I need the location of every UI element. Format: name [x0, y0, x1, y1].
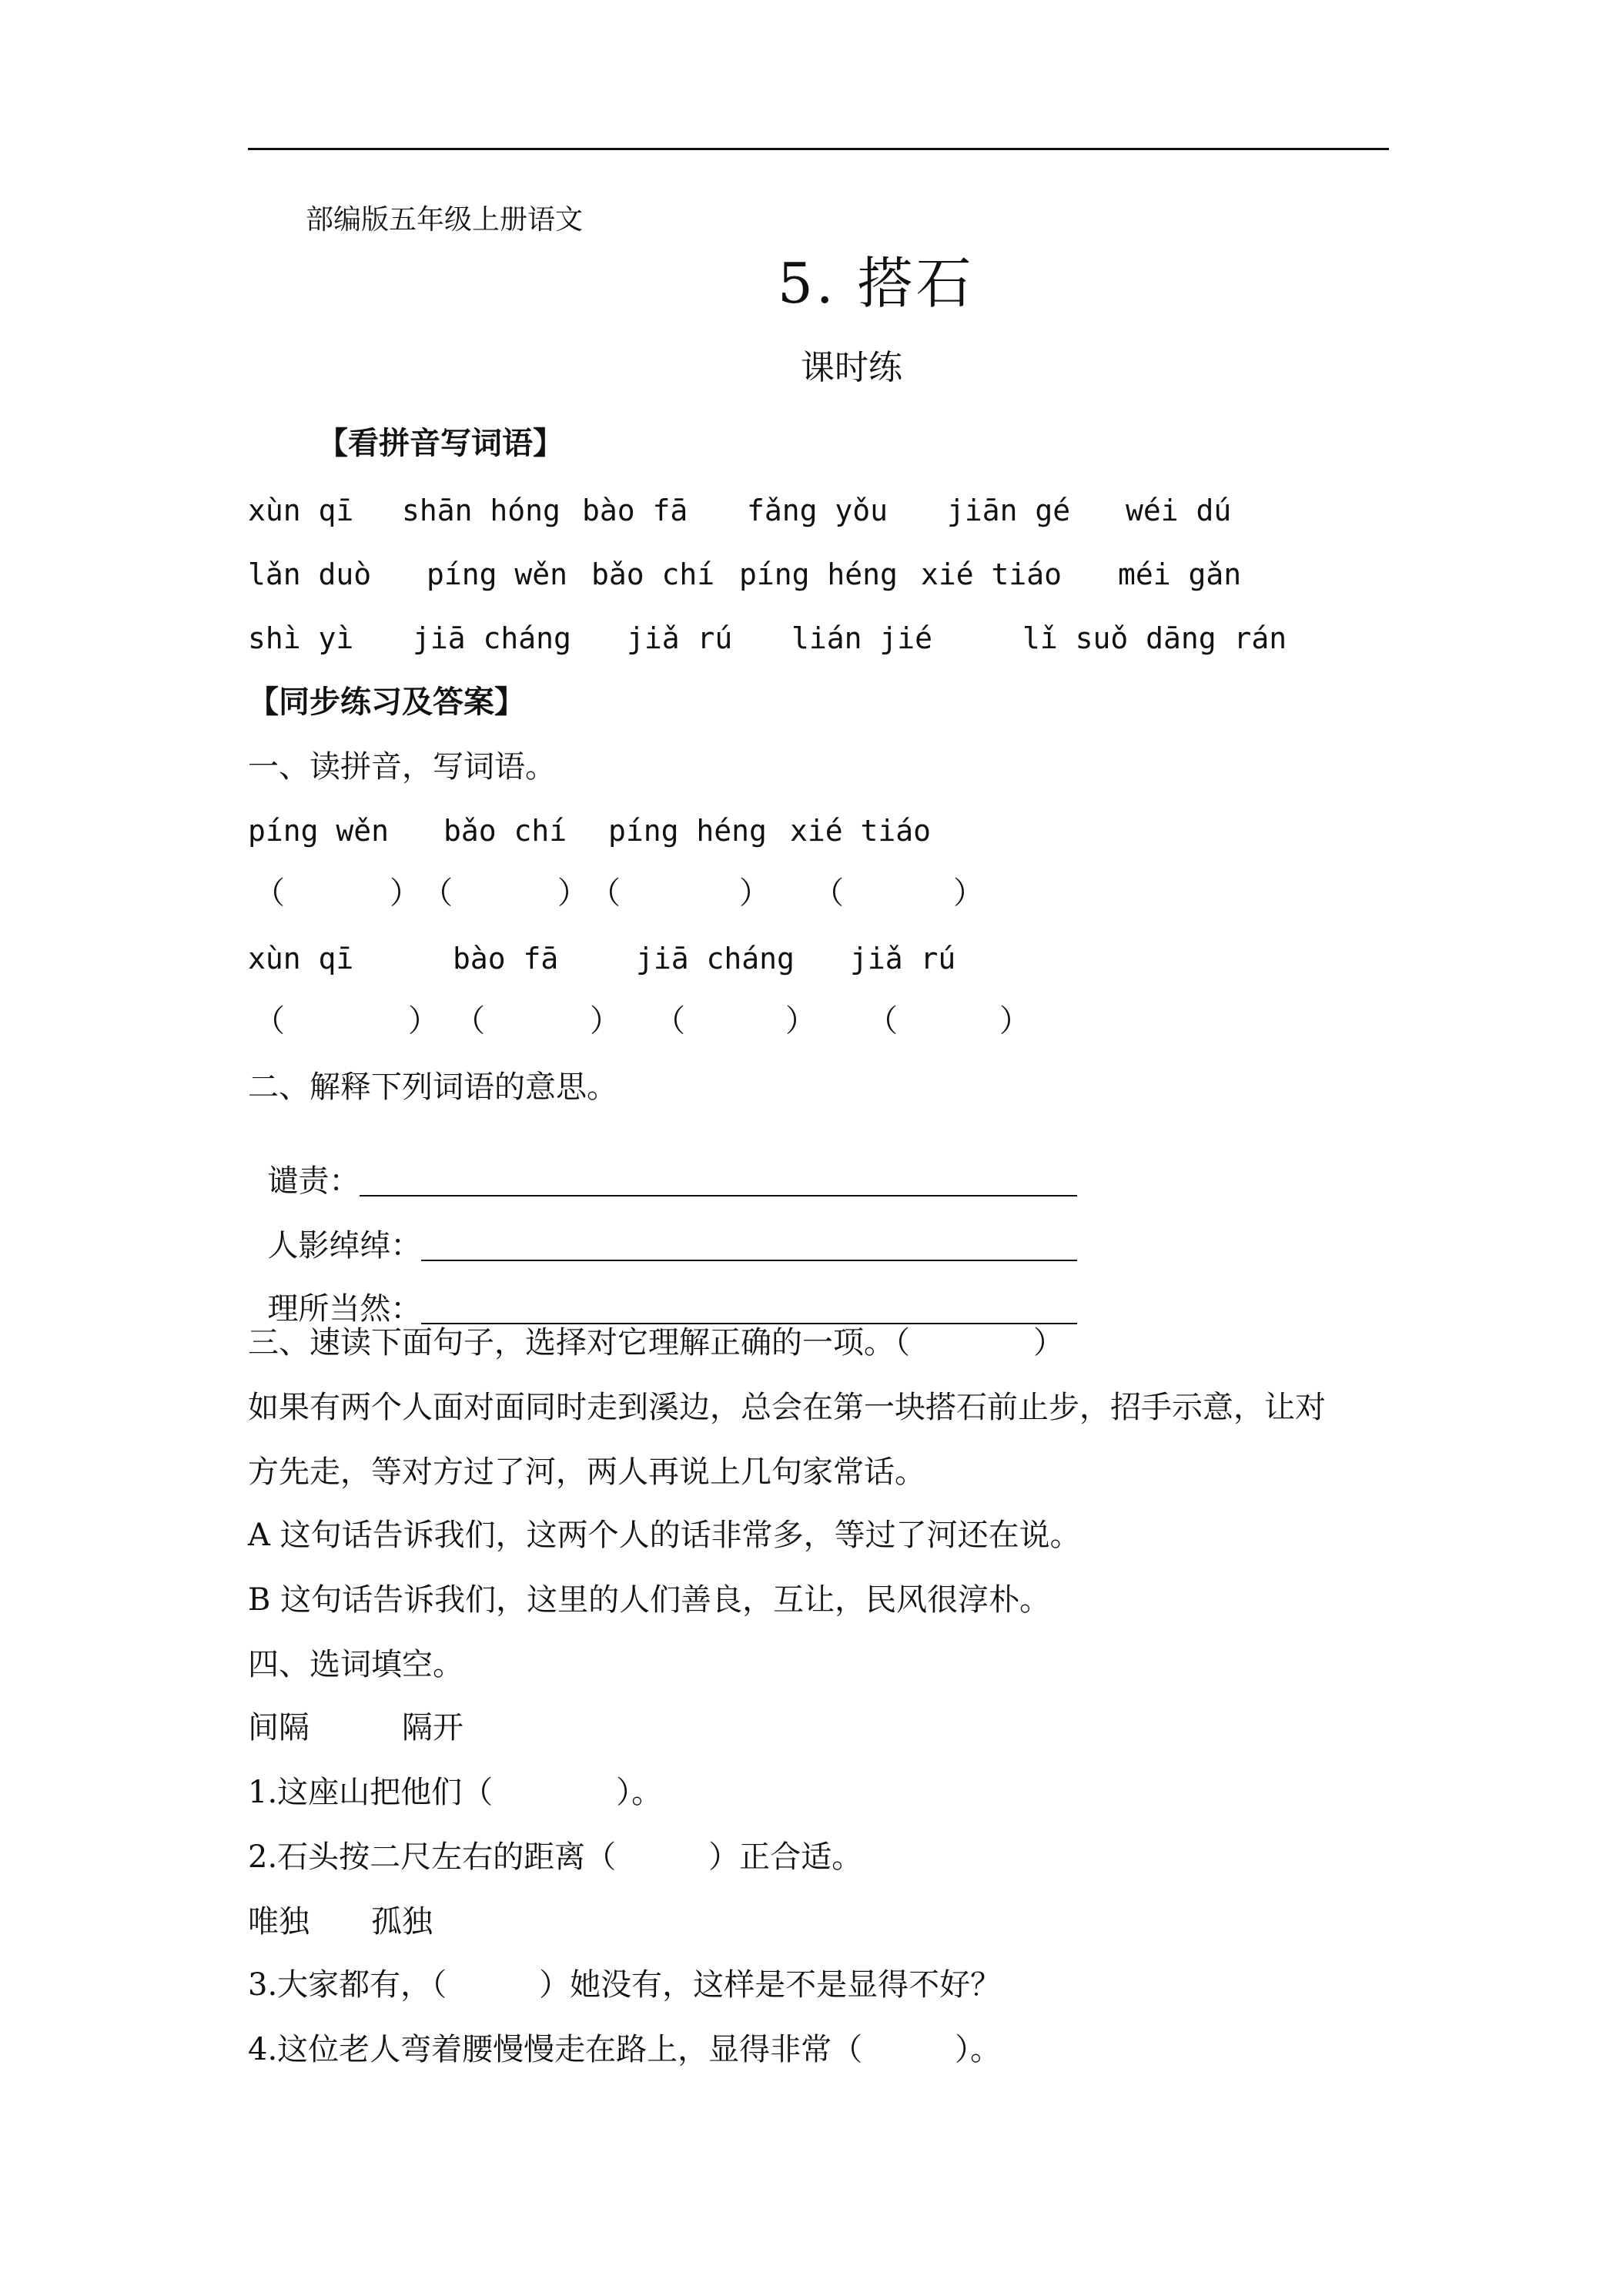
answer-blank-open: （ — [590, 875, 621, 911]
pinyin-prompt: píng wěn — [248, 814, 390, 848]
definition-blank — [421, 1295, 1077, 1324]
question-1-title: 一、读拼音，写词语。 — [248, 749, 556, 785]
definition-blank — [421, 1232, 1077, 1261]
definition-row — [248, 1200, 1077, 1261]
fill-sentence-1: 1.这座山把他们（ ）。 — [248, 1775, 663, 1810]
term-label: 理所当然： — [267, 1291, 422, 1327]
fill-sentence-3: 3.大家都有，（ ）她没有，这样是不是显得不好？ — [248, 1967, 1002, 2003]
fill-sentence-2: 2.石头按二尺左右的距离（ ）正合适。 — [248, 1839, 863, 1875]
pinyin-word: méi gǎn — [1118, 557, 1242, 591]
answer-blank-open: （ — [867, 1003, 898, 1039]
term-label: 人影绰绰： — [267, 1228, 422, 1263]
pinyin-prompt: jiā cháng — [636, 942, 795, 976]
section-heading-practice: 【同步练习及答案】 — [248, 684, 525, 720]
answer-blank-close: ） — [590, 1003, 621, 1039]
series-label: 部编版五年级上册语文 — [306, 204, 584, 236]
pinyin-word: lǎn duò — [248, 557, 372, 591]
question-4-title: 四、选词填空。 — [248, 1647, 463, 1682]
pinyin-word: píng wěn — [427, 557, 568, 591]
pinyin-word: fǎng yǒu — [747, 494, 888, 527]
term-label: 谴责： — [267, 1163, 360, 1199]
pinyin-word: xié tiáo — [921, 557, 1062, 591]
pinyin-word: jiǎ rú — [627, 621, 733, 655]
pinyin-word: bǎo chí — [591, 557, 715, 591]
pinyin-word: lǐ suǒ dāng rán — [1022, 621, 1287, 655]
section-heading-pinyin: 【看拼音写词语】 — [317, 425, 564, 461]
question-3-option-b: B 这句话告诉我们，这里的人们善良，互让，民风很淳朴。 — [248, 1582, 1051, 1618]
answer-blank-close: ） — [408, 1003, 439, 1039]
pinyin-word: píng héng — [739, 557, 898, 591]
answer-blank-open: （ — [454, 1003, 485, 1039]
answer-blank-open: （ — [254, 1003, 285, 1039]
question-2-title: 二、解释下列词语的意思。 — [248, 1069, 617, 1105]
question-3-sentence-line-2: 方先走，等对方过了河，两人再说上几句家常话。 — [248, 1454, 925, 1490]
answer-blank-close: ） — [953, 875, 984, 911]
pinyin-word: xùn qī — [248, 494, 354, 527]
pinyin-word: shì yì — [248, 621, 354, 655]
definition-blank — [360, 1167, 1077, 1197]
answer-blank-close: ） — [390, 875, 420, 911]
pinyin-prompt: bǎo chí — [443, 814, 567, 848]
page-subtitle: 课时练 — [801, 348, 902, 387]
pinyin-word: lián jié — [791, 621, 933, 655]
pinyin-prompt: bào fā — [453, 942, 559, 976]
answer-blank-open: （ — [254, 875, 285, 911]
pinyin-prompt: jiǎ rú — [850, 942, 956, 976]
word-choice-pair-2: 唯独 孤独 — [248, 1904, 433, 1940]
pinyin-word: wéi dú — [1126, 494, 1232, 527]
header-rule — [248, 148, 1389, 150]
word-choice-pair-1: 间隔 隔开 — [248, 1710, 463, 1745]
question-3-option-a: A 这句话告诉我们，这两个人的话非常多，等过了河还在说。 — [248, 1518, 1081, 1553]
answer-blank-open: （ — [813, 875, 844, 911]
answer-blank-close: ） — [999, 1003, 1030, 1039]
answer-blank-close: ） — [785, 1003, 816, 1039]
page-title: 5. 搭石 — [778, 251, 975, 316]
definition-row — [248, 1135, 1077, 1197]
answer-blank-close: ） — [557, 875, 588, 911]
answer-blank-open: （ — [654, 1003, 685, 1039]
pinyin-prompt: xùn qī — [248, 942, 354, 976]
pinyin-word: bào fā — [582, 494, 688, 527]
pinyin-prompt: píng héng — [608, 814, 767, 848]
pinyin-word: jiān gé — [947, 494, 1071, 527]
definition-row — [248, 1263, 1077, 1327]
pinyin-prompt: xié tiáo — [790, 814, 932, 848]
question-3-sentence-line-1: 如果有两个人面对面同时走到溪边，总会在第一块搭石前止步，招手示意，让对 — [248, 1390, 1326, 1425]
fill-sentence-4: 4.这位老人弯着腰慢慢走在路上，显得非常（ ）。 — [248, 2032, 1002, 2067]
answer-blank-open: （ — [422, 875, 453, 911]
question-3-title: 三、速读下面句子，选择对它理解正确的一项。（ ） — [248, 1325, 1064, 1361]
pinyin-word: jiā cháng — [413, 621, 571, 655]
pinyin-word: shān hóng — [402, 494, 561, 527]
answer-blank-close: ） — [739, 875, 770, 911]
